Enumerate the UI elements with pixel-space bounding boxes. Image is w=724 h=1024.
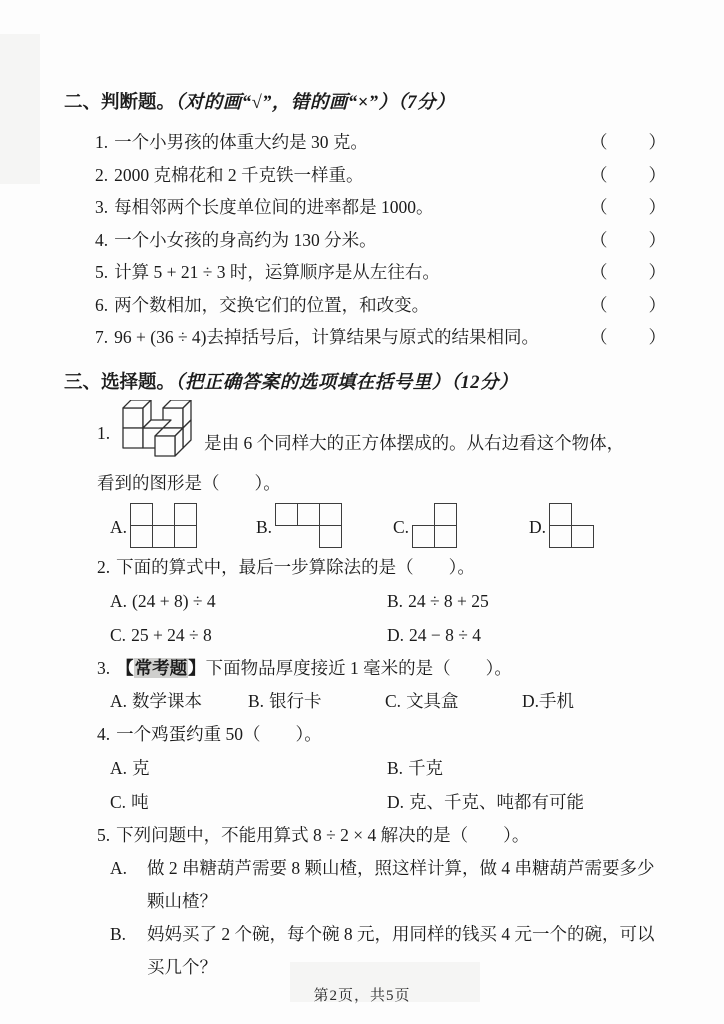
judgement-section-title (64, 88, 668, 118)
question-text: 一个鸡蛋约重 50（ ）。 (116, 723, 322, 744)
q3-options (64, 685, 668, 718)
option-text: 妈妈买了 2 个碗，每个碗 8 元，用同样的钱买 4 元一个的碗，可以买几个？ (147, 923, 655, 977)
section-title-prefix: 三、选择题。 (64, 372, 176, 393)
question-text-line2: 看到的图形是（ ）。 (97, 472, 281, 493)
item-text: 96 + (36 ÷ 4)去掉括号后，计算结果与原式的结果相同。 (114, 327, 540, 347)
option-label: C. (393, 516, 410, 537)
option-label: A. (110, 857, 128, 878)
q1-options (64, 503, 668, 547)
option-a: A. (24 + 8) ÷ 4 (110, 590, 216, 611)
option-a: A. 克 (110, 757, 150, 778)
answer-bracket: （ ） (590, 327, 668, 347)
judgement-list (64, 126, 668, 354)
item-number: 2. (95, 164, 109, 185)
option-b: B. 24 ÷ 8 + 25 (387, 590, 489, 611)
option-a: A. 数学课本 (110, 690, 203, 711)
option-c: C. 文具盒 (385, 690, 459, 711)
question-number: 2. (97, 556, 111, 577)
option-a (64, 852, 668, 918)
question-number: 5. (97, 824, 111, 845)
question-text: 下面的算式中，最后一步算除法的是（ ）。 (116, 556, 475, 577)
item-text: 一个小男孩的体重大约是 30 克。 (114, 132, 368, 152)
item-text: 计算 5 + 21 ÷ 3 时，运算顺序是从左往右。 (114, 262, 440, 282)
item-number: 6. (95, 294, 109, 315)
option-b: B. 千克 (387, 757, 444, 778)
option-label: B. (256, 516, 273, 537)
judgement-item-4 (64, 224, 668, 257)
page-footer: 第2页，共5页 (313, 988, 411, 1004)
view-shape-c (412, 503, 456, 547)
item-number: 3. (95, 197, 109, 217)
answer-bracket: （ ） (590, 229, 668, 250)
frequent-question-tag: 【常考题】 (116, 657, 206, 678)
option-d: D. 克、千克、吨都有可能 (387, 791, 585, 812)
question-number: 1. (97, 422, 111, 443)
option-c: C. 25 + 24 ÷ 8 (110, 624, 212, 645)
judgement-item-6 (64, 289, 668, 322)
option-label: D. (529, 516, 547, 537)
question-number: 4. (97, 723, 111, 744)
question-text: 是由 6 个同样大的正方体摆成的。从右边看这个物体， (204, 432, 625, 453)
option-b: B. 银行卡 (248, 690, 322, 711)
choice-section-title (64, 368, 668, 398)
choice-question-5 (64, 819, 668, 984)
item-number: 4. (95, 229, 109, 250)
answer-bracket: （ ） (590, 262, 668, 282)
choice-question-2 (64, 551, 668, 652)
item-text: 一个小女孩的身高约为 130 分米。 (114, 229, 377, 250)
answer-bracket: （ ） (590, 164, 668, 185)
view-shape-b (275, 503, 341, 547)
judgement-item-2 (64, 159, 668, 192)
option-c (393, 503, 529, 547)
option-d (529, 503, 668, 547)
cube-figure (118, 400, 196, 469)
judgement-item-1 (64, 126, 668, 159)
item-text: 2000 克棉花和 2 千克铁一样重。 (114, 164, 364, 185)
option-b (256, 503, 393, 547)
option-c: C. 吨 (110, 791, 149, 812)
question-number: 3. (97, 657, 111, 678)
view-shape-d (549, 503, 593, 547)
question-text: 下面物品厚度接近 1 毫米的是（ ）。 (205, 657, 512, 678)
item-text: 每相邻两个长度单位间的进率都是 1000。 (114, 197, 434, 217)
judgement-item-7 (64, 321, 668, 354)
choice-question-4 (64, 718, 668, 819)
view-shape-a (130, 503, 196, 547)
option-a (110, 503, 256, 547)
q4-options (64, 751, 668, 819)
judgement-item-3 (64, 191, 668, 224)
question-text: 下列问题中，不能用算式 8 ÷ 2 × 4 解决的是（ ）。 (116, 824, 530, 845)
section-title-note: （把正确答案的选项填在括号里）（12分） (175, 372, 519, 393)
option-text: 做 2 串糖葫芦需要 8 颗山楂，照这样计算，做 4 串糖葫芦需要多少颗山楂？ (147, 857, 655, 911)
section-title-prefix: 二、判断题。 (64, 93, 176, 113)
judgement-item-5 (64, 256, 668, 289)
item-number: 1. (95, 132, 109, 152)
option-d: D. 24 − 8 ÷ 4 (387, 624, 481, 645)
option-label: B. (110, 923, 127, 944)
scan-artifact (0, 34, 40, 184)
option-b (64, 918, 668, 984)
option-label: A. (110, 516, 128, 537)
item-number: 7. (95, 327, 109, 347)
item-number: 5. (95, 262, 109, 282)
answer-bracket: （ ） (590, 197, 668, 217)
isometric-cubes-drawing (118, 400, 196, 458)
option-d: D.手机 (522, 690, 575, 711)
section-title-note: （对的画“√”，错的画“×”）（7分） (175, 93, 455, 113)
q2-options (64, 584, 668, 652)
answer-bracket: （ ） (590, 132, 668, 152)
choice-question-1 (64, 398, 668, 547)
item-text: 两个数相加，交换它们的位置，和改变。 (114, 294, 430, 315)
answer-bracket: （ ） (590, 294, 668, 315)
choice-question-3 (64, 652, 668, 718)
